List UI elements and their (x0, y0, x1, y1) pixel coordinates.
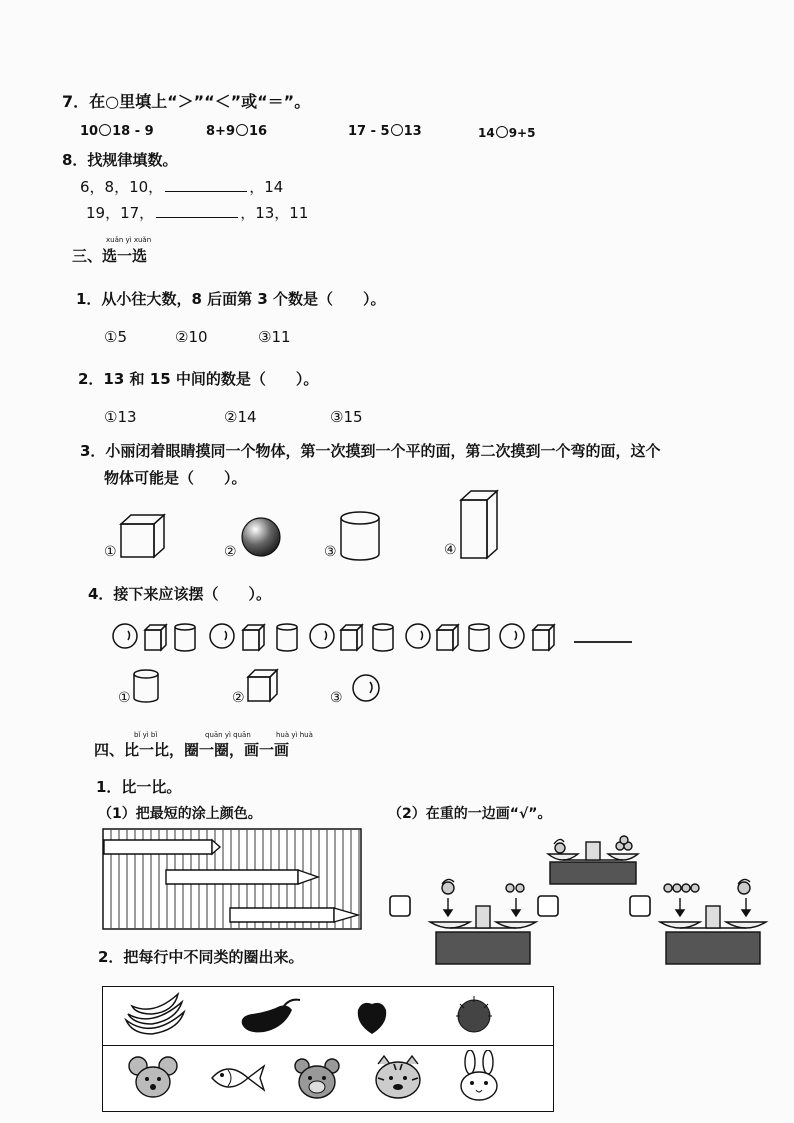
s3-q4-text: 4．接下来应该摆（ ）。 (88, 585, 271, 603)
section3-pinyin: xuǎn yì xuǎn (106, 236, 152, 244)
s3-q3-label-3: ③ (324, 544, 337, 560)
q7-item-2: 8+9 16 (206, 124, 268, 139)
answer-circle[interactable] (496, 126, 508, 138)
s3-q3-label-1: ① (104, 544, 117, 560)
rabbit-face-icon[interactable] (454, 1050, 504, 1102)
mouse-face-icon[interactable] (128, 1054, 178, 1100)
pencil-1 (104, 840, 212, 854)
s3-q1-option-1[interactable]: ①5 (104, 328, 127, 346)
q7-item-1: 10 18 - 9 (80, 124, 154, 139)
s4-pinyin-2: quān yì quān (205, 731, 251, 739)
fish-icon[interactable] (210, 1058, 266, 1098)
s3-q2-option-2[interactable]: ②14 (224, 408, 257, 426)
cube-icon[interactable] (118, 512, 168, 560)
chestnut-icon[interactable] (454, 994, 494, 1036)
answer-circle[interactable] (99, 124, 111, 136)
s3-q2-option-1[interactable]: ①13 (104, 408, 137, 426)
section3-title: 三、选一选 (72, 247, 148, 265)
s4-p1b: （2）在重的一边画“√”。 (388, 806, 552, 822)
s4-p1a: （1）把最短的涂上颜色。 (98, 806, 262, 822)
s4-p2: 2．把每行中不同类的圈出来。 (98, 948, 304, 966)
s3-q1-text: 1．从小往大数，8 后面第 3 个数是（ ）。 (76, 290, 386, 308)
cube-option-icon[interactable] (246, 668, 280, 704)
s3-q4-label-1: ① (118, 690, 131, 706)
ball-option-icon[interactable] (350, 672, 382, 704)
s4-pinyin-1: bǐ yì bǐ (134, 731, 158, 739)
balance-scales-group (388, 826, 786, 970)
q7-item-4: 14 9+5 (478, 126, 536, 140)
bear-face-icon[interactable] (292, 1056, 342, 1100)
scale-icon (548, 836, 638, 884)
cuboid-icon[interactable] (458, 488, 500, 562)
s4-pinyin-3: huà yì huà (276, 731, 313, 739)
s3-q1-option-3[interactable]: ③11 (258, 328, 291, 346)
banana-icon[interactable] (122, 990, 192, 1042)
eggplant-icon[interactable] (238, 994, 302, 1038)
s3-q4-label-3: ③ (330, 690, 343, 706)
s3-q1-option-2[interactable]: ②10 (175, 328, 208, 346)
pencil-panel (102, 828, 364, 932)
cylinder-icon[interactable] (338, 510, 382, 562)
s3-q3-line-2: 物体可能是（ ）。 (104, 469, 247, 487)
fill-blank[interactable] (165, 179, 247, 192)
s3-q2-text: 2．13 和 15 中间的数是（ ）。 (78, 370, 319, 388)
s3-q3-label-2: ② (224, 544, 237, 560)
q7-item-3: 17 - 5 13 (348, 124, 422, 139)
s3-q2-option-3[interactable]: ③15 (330, 408, 363, 426)
s3-q4-label-2: ② (232, 690, 245, 706)
answer-circle[interactable] (391, 124, 403, 136)
s4-p1: 1．比一比。 (96, 778, 182, 796)
cylinder-option-icon[interactable] (132, 668, 162, 704)
s3-q3-line-1: 3．小丽闭着眼睛摸同一个物体，第一次摸到一个平的面，第二次摸到一个弯的面，这个 (80, 442, 661, 460)
shape-pattern-row (112, 620, 636, 654)
answer-circle[interactable] (236, 124, 248, 136)
table-row-divider (103, 1045, 553, 1046)
strawberry-icon[interactable] (354, 996, 390, 1036)
fill-blank[interactable] (156, 205, 238, 218)
q7-title: 7．在○里填上“＞”“＜”或“＝”。 (62, 92, 311, 111)
section4-title: 四、比一比，圈一圈，画一画 (94, 741, 290, 759)
sphere-icon[interactable] (240, 516, 284, 560)
s3-q3-label-4: ④ (444, 542, 457, 558)
tiger-face-icon[interactable] (372, 1054, 424, 1100)
q8-row-1: 6，8，10， ，14 (80, 178, 284, 196)
q8-row-2: 19，17， ，13，11 (86, 204, 309, 222)
q8-title: 8．找规律填数。 (62, 151, 178, 169)
